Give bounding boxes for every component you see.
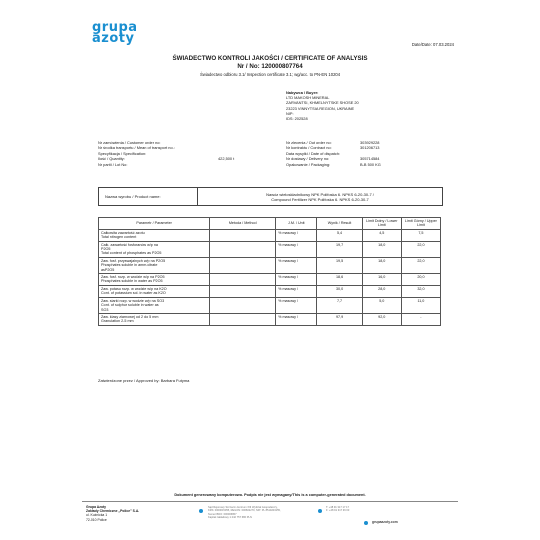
cell-parameter: Zaw. fosf. przyswajalnych w/p na P2O5 Phosphates soluble in amm.citrate asP2O5 — [99, 257, 210, 273]
info-row-customer-order: Nr zamówienia / Customer order no: — [98, 140, 161, 145]
cell-upper-limit: 22,0 — [401, 241, 440, 257]
info-row-dispatch-date: Data wysyłki / Date of dispatch: — [286, 150, 341, 156]
cell-lower-limit: 16,0 — [362, 274, 401, 286]
table-row — [99, 229, 441, 241]
info-row-out-order: Nr zlecenia / Out order no: 303929228 — [286, 140, 380, 145]
product-name-line-pl: Nawóz wieloskładnikowy NPK Polifoska 6. NPKS 6-20-30-7 / — [266, 191, 374, 197]
product-name-value — [198, 188, 442, 205]
cell-lower-limit: 92,0 — [362, 313, 401, 325]
footer-company — [86, 505, 139, 522]
results-table — [98, 217, 441, 326]
product-name-label: Nazwa wyrobu / Product name: — [99, 188, 198, 205]
certificate-number: Nr / No: 120000807764 — [237, 63, 303, 70]
cell-method — [210, 241, 276, 257]
cell-parameter: Zaw. siarki rozp. w wodzie w/p na SO3 Cont. of sulphur soluble in water as SO3 — [99, 297, 210, 313]
table-row — [99, 241, 441, 257]
cell-result: 19,5 — [317, 257, 362, 273]
product-name-box — [98, 187, 443, 206]
table-row — [99, 274, 441, 286]
info-row-quantity: Ilość / Quantity: 422,500 t — [98, 156, 235, 162]
cell-parameter: Zaw. fosf. rozp. w wodzie w/p na P2O5 Phosphates soluble in water as P2O5 — [99, 274, 210, 286]
cell-upper-limit: 7,5 — [401, 229, 440, 241]
buyer-line: 23223 VINNYTSIA REGION, UKRAINE — [286, 105, 355, 111]
cell-unit: % masowy / — [276, 257, 317, 273]
cell-unit: % masowy / — [276, 241, 317, 257]
footer-company-name-2: Zakłady Chemiczne „Police" S.A. — [86, 509, 140, 514]
info-row-transport: Nr środka transportu / Mean of transport no.: — [98, 145, 175, 151]
cell-lower-limit: 28,0 — [362, 285, 401, 297]
info-row-contract: Nr kontraktu / Contract no: 301206713 — [286, 145, 380, 151]
footer-bullet-icon — [318, 509, 322, 513]
info-row-specification: Specyfikacja / Specification: — [98, 150, 147, 156]
cell-method — [210, 274, 276, 286]
approved-by: Zatwierdzone przez / Approved by: Barbara Futyma — [98, 378, 190, 383]
cell-method — [210, 229, 276, 241]
document-date: Date/Date: 07.03.2024 — [411, 42, 454, 47]
table-row — [99, 297, 441, 313]
header-method: Metoda / Method — [210, 218, 276, 230]
cell-unit: % masowy / — [276, 274, 317, 286]
cell-upper-limit: 22,0 — [401, 257, 440, 273]
cell-method — [210, 297, 276, 313]
info-row-packaging: Opakowanie / Packaging: B-B 500 KG — [286, 161, 381, 167]
cell-result: 19,7 — [317, 241, 362, 257]
footer-divider — [82, 501, 458, 502]
buyer-line: LTD MAKOSH MINERAL — [286, 95, 330, 101]
cell-parameter: Zaw. klasy ziarnowej od 2 do 5 mm Granulation 2-5 mm — [99, 313, 210, 325]
footer-registry: Sąd Rejonowy Szczecin-Centrum XIII Wydział Gospodarczy, KRS: 0000015055, REGON: 000602270, NIP: PL 8510203155, Numer BDO: 000006867 Kapitał zakładowy 1 242 757 680 PLN — [208, 506, 281, 520]
cell-parameter: Całkowita zawartość azotu Total nitrogen content — [99, 229, 210, 241]
cell-result: 18,6 — [317, 274, 362, 286]
cell-lower-limit: 4,5 — [362, 229, 401, 241]
computer-generated-note: Dokument generowany komputerowo. Podpis nie jest wymagany/This is a computer-generated document. — [174, 493, 366, 497]
info-row-lot: Nr partii / Lot No: — [98, 161, 128, 167]
cell-unit: % masowy / — [276, 297, 317, 313]
cell-unit: % masowy / — [276, 313, 317, 325]
cell-unit: % masowy / — [276, 285, 317, 297]
footer-bullet-icon — [364, 521, 368, 525]
table-row — [99, 285, 441, 297]
header-lower-limit: Limit Dolny / Lower Limit — [362, 218, 401, 230]
cell-method — [210, 285, 276, 297]
table-row — [99, 313, 441, 325]
header-upper-limit: Limit Górny / Upper Limit — [401, 218, 440, 230]
info-row-delivery: Nr dostawy / Delivery no: 305714584 — [286, 156, 380, 162]
header-unit: J.M. / Unit — [276, 218, 317, 230]
header-parameter: Parametr / Parameter — [99, 218, 210, 230]
logo-line-1: grupa — [92, 20, 138, 35]
cell-lower-limit: 18,0 — [362, 257, 401, 273]
cell-result: 7,7 — [317, 297, 362, 313]
certificate-page — [72, 12, 468, 528]
cell-parameter: Całk. zawartość fosforanów w/p na P2O5 Total content of phosphates as P2O5 — [99, 241, 210, 257]
cell-lower-limit: 18,0 — [362, 241, 401, 257]
footer-address: 72-010 Police — [86, 517, 107, 522]
footer-address: ul. Kuźnicka 1 — [86, 513, 108, 518]
cell-unit: % masowy / — [276, 229, 317, 241]
table-row — [99, 257, 441, 273]
cell-upper-limit: - — [401, 313, 440, 325]
cell-result: 5,4 — [317, 229, 362, 241]
buyer-line: ZARVANTSI, KHMELNYTSKE SHOSE 20 — [286, 100, 359, 106]
cell-upper-limit: 32,0 — [401, 285, 440, 297]
product-name-line-en: Compound Fertilizer NPK Polifoska 6. NPKS 6-20-30-7 — [271, 196, 369, 202]
buyer-line: IDS: 202528 — [286, 116, 308, 122]
footer-company-name: Grupa Azoty — [86, 505, 107, 509]
cell-upper-limit: 20,0 — [401, 274, 440, 286]
footer-contact: T: +48 91 317 17 17 F: +48 91 317 36 03 — [326, 506, 350, 513]
cell-parameter: Zaw. potasu rozp. w wodzie w/p na K2O Cont. of potassium sol. in water as K2O — [99, 285, 210, 297]
document-title: ŚWIADECTWO KONTROLI JAKOŚCI / CERTIFICATE OF ANALYSIS — [172, 55, 368, 62]
buyer-heading: Nabywca / Buyer: — [286, 90, 319, 95]
cell-lower-limit: 5,0 — [362, 297, 401, 313]
cell-method — [210, 257, 276, 273]
order-info-left — [98, 140, 283, 167]
buyer-line: NIP: — [286, 110, 294, 116]
footer-bullet-icon — [199, 509, 203, 513]
grupa-azoty-logo — [92, 22, 138, 44]
cell-result: 30,0 — [317, 285, 362, 297]
buyer-block — [286, 90, 359, 121]
cell-upper-limit: 11,0 — [401, 297, 440, 313]
footer-website-link[interactable]: grupaazoty.com — [372, 520, 398, 524]
cell-method — [210, 313, 276, 325]
order-info-right — [286, 140, 446, 167]
cell-result: 97,9 — [317, 313, 362, 325]
logo-line-2: azoty — [92, 31, 135, 46]
inspection-certificate-note: Świadectwo odbioru 3.1/ Inspection certificate 3.1; wg/acc. to PN-EN 10204 — [199, 72, 341, 77]
header-result: Wynik / Result — [317, 218, 362, 230]
results-header-row — [99, 218, 441, 230]
